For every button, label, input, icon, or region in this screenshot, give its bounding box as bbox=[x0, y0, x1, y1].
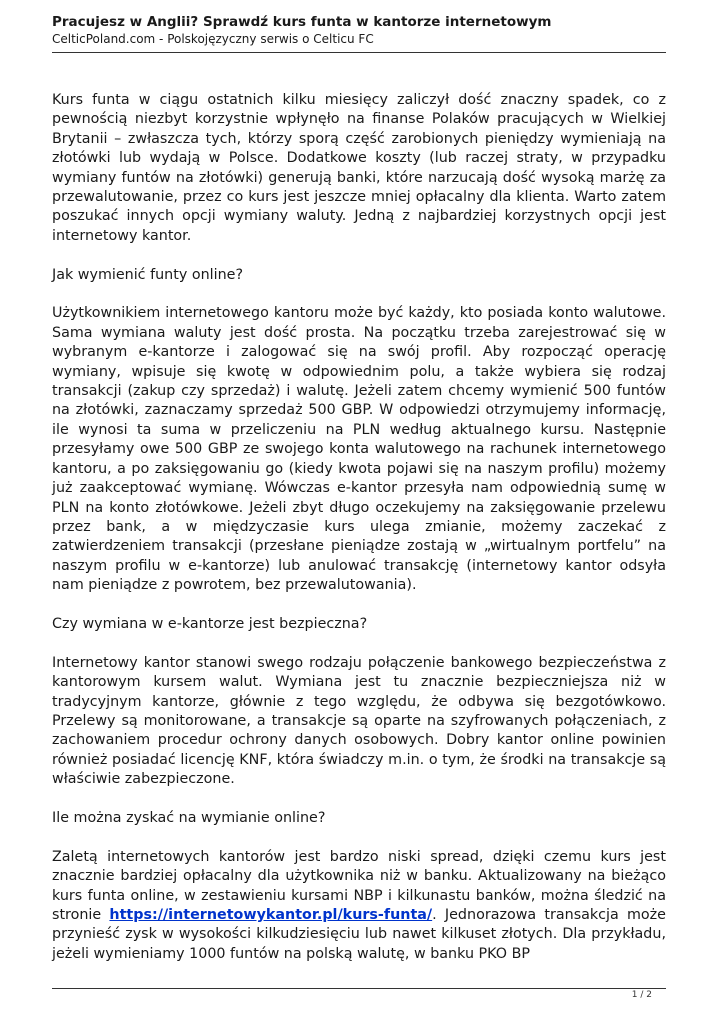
header-divider bbox=[52, 52, 666, 53]
article-body bbox=[52, 91, 666, 984]
site-subtitle: CelticPoland.com - Polskojęzyczny serwis o Celticu FC bbox=[52, 32, 374, 46]
section-heading-savings: Ile można zyskać na wymianie online? bbox=[52, 809, 326, 826]
paragraph-how-to-exchange: Użytkownikiem internetowego kantoru może być każdy, kto posiada konto walutowe. Sama wymiana waluty jest dość prosta. Na początku trzeba zarejestrować się w wybranym e-kantorze i zalogować się na swój profil. Aby rozpocząć operację wymiany, wpisuje się kwotę w odpowiednim polu, a także wybiera się rodzaj transakcji (zakup czy sprzedaż) i walutę. Jeżeli zatem chcemy wymienić 500 funtów na złotówki, zaznaczamy sprzedaż 500 GBP. W odpowiedzi otrzymujemy informację, ile wynosi ta suma w przeliczeniu na PLN według aktualnego kursu. Następnie przesyłamy owe 500 GBP ze swojego konta walutowego na rachunek internetowego kantoru, a po zaksięgowaniu go (kiedy kwota pojawi się na naszym profilu) możemy już zaakceptować wymianę. Wówczas e-kantor przesyła nam odpowiednią sumę w PLN na konto złotówkowe. Jeżeli zbyt długo oczekujemy na zaksięgowanie przelewu przez bank, a w międzyczasie kurs ulega zmianie, możemy zaczekać z zatwierdzeniem transakcji (przesłane pieniądze zostają w „wirtualnym portfelu” na naszym profilu w e-kantorze) lub anulować transakcję (internetowy kantor odsyła nam pieniądze z powrotem, bez przewalutowania). bbox=[52, 305, 666, 594]
section-heading-safety: Czy wymiana w e-kantorze jest bezpieczna? bbox=[52, 615, 368, 632]
footer-divider bbox=[52, 988, 666, 989]
document-header bbox=[52, 14, 666, 48]
paragraph-intro: Kurs funta w ciągu ostatnich kilku miesięcy zaliczył dość znaczny spadek, co z pewnością niezbyt korzystnie wpłynęło na finanse Polaków pracujących w Wielkiej Brytanii – zwłaszcza tych, którzy sporą część zarobionych pieniędzy wymieniają na złotówki lub wydają w Polsce. Dodatkowe koszty (lub raczej straty, w przypadku wymiany funtów na złotówki) generują banki, które narzucają dość wysoką marżę za przewalutowanie, przez co kurs jest jeszcze mniej opłacalny dla klienta. Warto zatem poszukać innych opcji wymiany waluty. Jedną z najbardziej korzystnych opcji jest internetowy kantor. bbox=[52, 92, 666, 244]
paragraph-savings bbox=[52, 848, 666, 964]
paragraph-savings-text-start: Zaletą internetowych kantorów jest bardzo niski spread, dzięki czemu kurs jest znacznie bardziej opłacalny dla użytkownika niż w banku. Aktualizowany na bieżąco kurs funta online, w zestawieniu kursami NBP i kilkunastu banków, można śledzić na stronie bbox=[52, 848, 666, 923]
exchange-rate-link[interactable]: https://internetowykantor.pl/kurs-funta/ bbox=[109, 906, 433, 923]
paragraph-savings-text-end: . Jednorazowa transakcja może przynieść zysk w wysokości kilkudziesięciu lub nawet kilkuset złotych. Dla przykładu, jeżeli wymieniamy 1000 funtów na polską walutę, w banku PKO BP bbox=[52, 906, 666, 962]
paragraph-safety: Internetowy kantor stanowi swego rodzaju połączenie bankowego bezpieczeństwa z kantorowym kursem walut. Wymiana jest tu znacznie bezpieczniejsza niż w tradycyjnym kantorze, głównie z tego względu, że odbywa się bezgotówkowo. Przelewy są monitorowane, a transakcje są oparte na szyfrowanych połączeniach, z zachowaniem procedur ochrony danych osobowych. Dobry kantor online powinien również posiadać licencję KNF, która świadczy m.in. o tym, że środki na transakcje są właściwie zabezpieczone. bbox=[52, 654, 666, 788]
section-heading-how-to-exchange: Jak wymienić funty online? bbox=[52, 266, 244, 283]
page-number: 1 / 2 bbox=[631, 990, 652, 1000]
document-title: Pracujesz w Anglii? Sprawdź kurs funta w kantorze internetowym bbox=[52, 14, 552, 30]
